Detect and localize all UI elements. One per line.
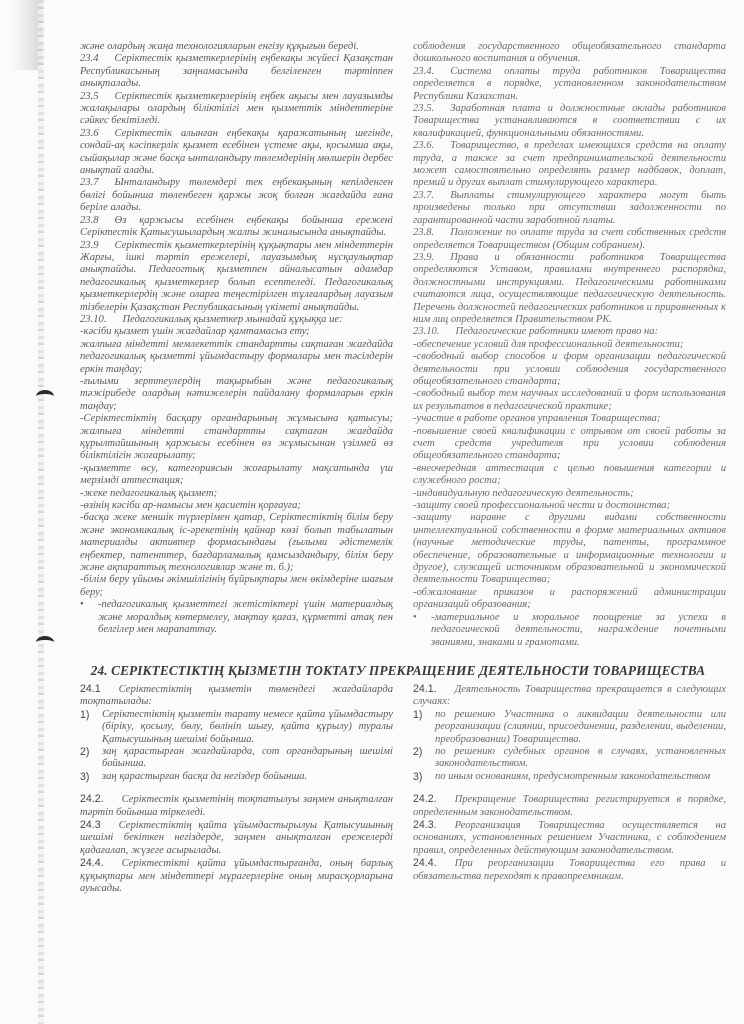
clause-text: Права и обязанности работников Товарищества определяются Уставом, правилами внутреннего распорядка, должностными инструкциями. Педагогическими работниками считаются лица, осуществляющие педагогическую деятельность. Перечень должностей педагогических работников и приравненных к ним лиц определяется Правительством РК. xyxy=(413,251,726,325)
clause-text: Серіктестік қызметкерлерінің еңбек ақысы мен лауазымды жалақылары олардың біліктілігі мен қызметтік міндеттеріне сәйкес бекітіледі. xyxy=(80,90,393,127)
item-number: 2) xyxy=(413,745,423,758)
paragraph xyxy=(413,140,726,190)
rights-item: -ғылыми зерттеулердің тақырыбын және педагогикалық тәжірибеде олардың нәтижелерін пайдалану формаларын еркін таңдау; xyxy=(80,375,393,412)
rights-item: -басқа жеке меншік түрлерімен қатар, Серіктестіктің білім беру және экономикалық іс-әрекетінің қайнар көзі болып табылатын материалды активтер формасындағы (ғылыми әдістемелік еңбектер, патенттер, бағдарламалық қамсыздандыру, білім беру және ақпараттық технологиялар және т. б.); xyxy=(80,512,393,574)
clause-text: Положение по оплате труда за счет собственных средств определяется Товариществом (Общим собранием). xyxy=(413,227,726,251)
clause-number: 24.3 xyxy=(80,818,101,831)
numbered-item xyxy=(413,771,726,783)
numbered-item xyxy=(413,709,726,746)
paragraph xyxy=(80,177,393,214)
paragraph xyxy=(413,190,726,227)
clause-text: Система оплаты труда работников Товарищества определяется в порядке, установленном законодательством Республики Казахстан. xyxy=(413,65,726,102)
numbered-item xyxy=(413,746,726,771)
clause-24-4 xyxy=(80,857,393,895)
clause-number: 23.4 xyxy=(80,53,99,65)
rights-item: -защиту своей профессиональной чести и достоинства; xyxy=(413,500,670,512)
clause-number: 23.5 xyxy=(80,90,99,102)
clause-text: Деятельность Товарищества прекращается в следующих случаях: xyxy=(413,683,726,708)
document-page xyxy=(80,41,726,895)
numbered-item xyxy=(80,771,393,783)
clause-text: Товарищество, в пределах имеющихся средств на оплату труда, а также за счет предпринимательской деятельности может самостоятельно определять размер надбавок, доплат, премий и других выплат стимулирующего характера. xyxy=(413,140,726,189)
rights-item: -Серіктестіктің басқару органдарының жұмысына қатысуы; жалпыға міндетті стандартты сақтаған жағдайда құрылтайшының қаржысы есебінен өз жұмысынан үзілмей өз біліктілігін жоғарылату; xyxy=(80,413,393,462)
rights-item: -свободный выбор тем научных исследований и форм использования их результатов в педагогической практике; xyxy=(413,388,726,412)
rights-item: -индивидуальную педагогическую деятельность; xyxy=(413,487,634,499)
kazakh-rights-list xyxy=(80,326,393,599)
clause-number: 24.4. xyxy=(80,857,104,870)
clause-text: Серіктестіктің қызметін төмендегі жағдайларда тоқтатылады: xyxy=(80,683,393,708)
rights-item: жалпыға міндетті мемлекеттік стандартты сақтаған жағдайда педагогикалық қызметті ұйымдастыру формалары мен тәсілдерін еркін таңдау; xyxy=(80,338,393,375)
paragraph xyxy=(80,91,393,128)
clause-number: 24.2. xyxy=(413,793,437,806)
clause-number: 23.8 xyxy=(80,214,99,226)
binding-edge xyxy=(38,0,44,1024)
russian-section-24 xyxy=(413,683,726,896)
kazakh-section-23 xyxy=(80,41,393,326)
clause-number: 23.7 xyxy=(80,177,99,189)
kazakh-column xyxy=(80,41,393,649)
paragraph xyxy=(413,326,726,338)
rights-item: -білім беру ұйымы әкімшілігінің бұйрықтары мен өкімдеріне шағым беру; xyxy=(80,574,393,598)
punch-hole-mark xyxy=(36,390,54,403)
clause-number: 24.4. xyxy=(413,857,437,870)
item-number: 3) xyxy=(80,770,90,783)
paragraph xyxy=(80,215,393,240)
clause-text: Педагогикалық қызметкер мынадай құқыққа ие: xyxy=(122,313,343,325)
item-number: 1) xyxy=(80,708,90,721)
clause-text: Серіктестік қызметінің тоқтатылуы заңмен анықталған тәртіп бойынша тіркеледі. xyxy=(80,794,393,818)
clause-number: 24.1 xyxy=(80,682,101,695)
clause-text: Педагогические работники имеют право на: xyxy=(455,326,659,338)
clause-text: Прекращение Товарищества регистрируется в порядке, определенным законодательством. xyxy=(413,794,726,818)
rights-item: -өзінің кәсіби ар-намысы мен қасиетін қорғауға; xyxy=(80,500,301,512)
rights-item: -обеспечение условий для профессиональной деятельности; xyxy=(413,338,684,350)
paragraph xyxy=(413,41,726,66)
rights-item: -защиту наравне с другими видами собственности интеллектуальной собственности в форме материальных активов (научные методические труды, патенты, программное обеспечение, образовательные и информационные технологии и другое), служащей источником образовательной и экономической деятельности Товарищества; xyxy=(413,512,726,586)
bullet-text: -материальное и моральное поощрение за успехи в педагогической деятельности, награждение почетными званиями, знаками и грамотами. xyxy=(431,611,726,648)
clause-number: 23.6 xyxy=(80,127,99,139)
clause-number: 23.6. xyxy=(413,140,435,152)
rights-item: -обжалование приказов и распоряжений администрации организаций образования; xyxy=(413,586,726,611)
clause-number: 23.9 xyxy=(80,239,99,251)
clause-24-2 xyxy=(413,793,726,819)
lower-columns xyxy=(80,683,726,896)
paragraph xyxy=(413,66,726,103)
clause-24-4 xyxy=(413,857,726,883)
spacer xyxy=(80,783,393,793)
paragraph xyxy=(80,240,393,314)
clause-number: 23.10. xyxy=(80,313,107,325)
upper-columns xyxy=(80,41,726,649)
clause-text: Серіктестік алынған еңбекақы қаражатының шегінде, сондай-ақ кәсіпкерлік қызмет есебінен үстеме ақы, қосымша ақы, сыйақылар және басқа ынталандыру төлемдерінің мөлшерін дербес анықтай алады. xyxy=(80,127,393,177)
bullet-text: -педагогикалық қызметтегі жетістіктері үшін материалдық және моралдық көтермелеу, мақтау қағаз, құрметті атақ пен белгілер мен марапаттау. xyxy=(98,599,393,636)
paragraph xyxy=(413,227,726,252)
rights-item: -свободный выбор способов и форм организации педагогической деятельности при условии соблюдения государственного общеобязательного стандарта; xyxy=(413,351,726,387)
rights-item: -повышение своей квалификации с отрывом от своей работы за счет средств учредителя при условии соблюдения общеобязательного стандарта; xyxy=(413,425,726,462)
russian-bullet-item xyxy=(413,612,726,649)
numbered-item xyxy=(80,746,393,771)
item-number: 2) xyxy=(80,745,90,758)
item-text: заң қарастырған басқа да негіздер бойынша. xyxy=(102,770,308,782)
item-text: по иным основаниям, предусмотренным законодательством xyxy=(435,770,711,782)
clause-number: 23.10. xyxy=(413,326,440,338)
clause-24-3 xyxy=(413,819,726,857)
rights-item: -внеочередная аттестация с целью повышения категории и служебного роста; xyxy=(413,462,726,487)
clause-24-1 xyxy=(413,683,726,709)
clause-number: 23.7. xyxy=(413,189,435,201)
numbered-item xyxy=(80,709,393,746)
spacer xyxy=(413,783,726,793)
clause-text: және олардың жаңа технологияларын енгізу құқығын береді. xyxy=(80,41,359,52)
bullet-icon: • xyxy=(80,599,84,611)
paragraph xyxy=(80,53,393,90)
item-number: 3) xyxy=(413,770,423,783)
clause-text: Серіктестік қызметкерлерінің құқықтары мен міндеттерін Жарғы, ішкі тәртіп ережелері, лауазымдық нұсқаулықтар анықтайды. Педагогтық қызметпен айналысатын адамдар педагогикалық қызметкерлер болып есептеледі. Педагогикалық қызметкерлердің және оларға теңестірілген тұлғалардың лауазым тізбелерін Қазақстан Республикасының үкіметі анықтайды. xyxy=(80,239,393,313)
item-number: 1) xyxy=(413,708,423,721)
clause-text: Серіктестік қызметкерлерінің еңбекақы жүйесі Қазақстан Республикасының заңнамасында белгіленген тәртіппен анықталады. xyxy=(80,53,393,90)
clause-24-3 xyxy=(80,819,393,857)
clause-text: Серіктестіктің қайта ұйымдастырылуы Қатысушының шешімі бекіткен негіздерде, заңмен анықталған ережелерді қадағалап, жүзеге асырылады. xyxy=(80,819,393,856)
item-text: по решению судебных органов в случаях, установленных законодательством. xyxy=(435,745,726,770)
rights-item: -кәсіби қызмет үшін жағдайлар қамтамасыз ету; xyxy=(80,326,310,338)
clause-text: Выплаты стимулирующего характера могут быть произведены только при отсутствии задолженности по гарантированной части заработной платы. xyxy=(413,189,726,226)
russian-rights-list xyxy=(413,339,726,612)
clause-text: Реорганизация Товарищества осуществляется на основаниях, установленных решением Участника, с соблюдением правил, определенных действующим законодательством. xyxy=(413,819,726,856)
clause-24-2 xyxy=(80,793,393,819)
paragraph xyxy=(80,128,393,178)
clause-number: 23.8. xyxy=(413,227,435,239)
clause-number: 24.3. xyxy=(413,818,437,831)
clause-24-1 xyxy=(80,683,393,709)
paragraph xyxy=(80,314,393,326)
rights-item: -участие в работе органов управления Товарищества; xyxy=(413,413,661,425)
rights-item: -жеке педагогикалық қызмет; xyxy=(80,487,218,499)
section-heading: 24. СЕРІКТЕСТІКТІҢ ҚЫЗМЕТІН ТОКТАТУ ПРЕКРАЩЕНИЕ ДЕЯТЕЛЬНОСТИ ТОВАРИЩЕСТВА xyxy=(90,662,706,678)
paragraph xyxy=(413,252,726,326)
paragraph xyxy=(413,103,726,140)
clause-number: 23.4. xyxy=(413,65,435,77)
item-text: по решению Участника о ликвидации деятельности или реорганизации (слиянии, присоединении, разделении, выделении, преобразовании) Товарищества. xyxy=(435,708,726,745)
paragraph xyxy=(80,41,393,53)
clause-text: Серіктестікті қайта ұйымдастырғанда, оның барлық құқықтары мен міндеттері мұрагерлеріне оның мирасқорларына ауысады. xyxy=(80,858,393,894)
kazakh-section-24 xyxy=(80,683,393,896)
clause-text: соблюдения государственного общеобязательного стандарта дошкольного воспитания и обучения. xyxy=(413,41,726,65)
item-text: заң қарастырған жағдайларда, сот органдарының шешімі бойынша. xyxy=(102,745,393,770)
clause-number: 23.9. xyxy=(413,251,435,263)
rights-item: -қызметте өсу, категориясын жоғарылату мақсатында үш мерзімді аттестация; xyxy=(80,462,393,487)
punch-hole-mark xyxy=(36,636,54,649)
clause-number: 24.1. xyxy=(413,682,437,695)
bullet-icon: • xyxy=(413,611,417,623)
clause-number: 23.5. xyxy=(413,103,435,115)
kazakh-bullet-item xyxy=(80,599,393,636)
item-text: Серіктестіктің қызметін тарату немесе қайта ұйымдастыру (біріку, қосылу, бөлу, бөлініп шығу, қайта құрылу) туралы Қатысушының шешімі бойынша. xyxy=(102,708,393,745)
russian-section-23 xyxy=(413,41,726,339)
clause-text: При реорганизации Товарищества его права и обязательства переходят к правопреемникам. xyxy=(413,858,726,882)
clause-text: Өз қаржысы есебінен еңбекақы бойынша ережені Серіктестік Қатысушылардың жалпы жиналысында анықтайды. xyxy=(80,214,393,239)
russian-column xyxy=(413,41,726,649)
clause-number: 24.2. xyxy=(80,793,104,806)
clause-text: Ынталандыру төлемдері тек еңбекақының кепілденген бөлігі бойынша төленбеген қаржы жоқ болған жағдайда ғана беріле алады. xyxy=(80,177,393,214)
clause-text: Заработная плата и должностные оклады работников Товарищества устанавливаются в соответствии с их квалификацией, функциональными обязанностями. xyxy=(413,103,726,139)
